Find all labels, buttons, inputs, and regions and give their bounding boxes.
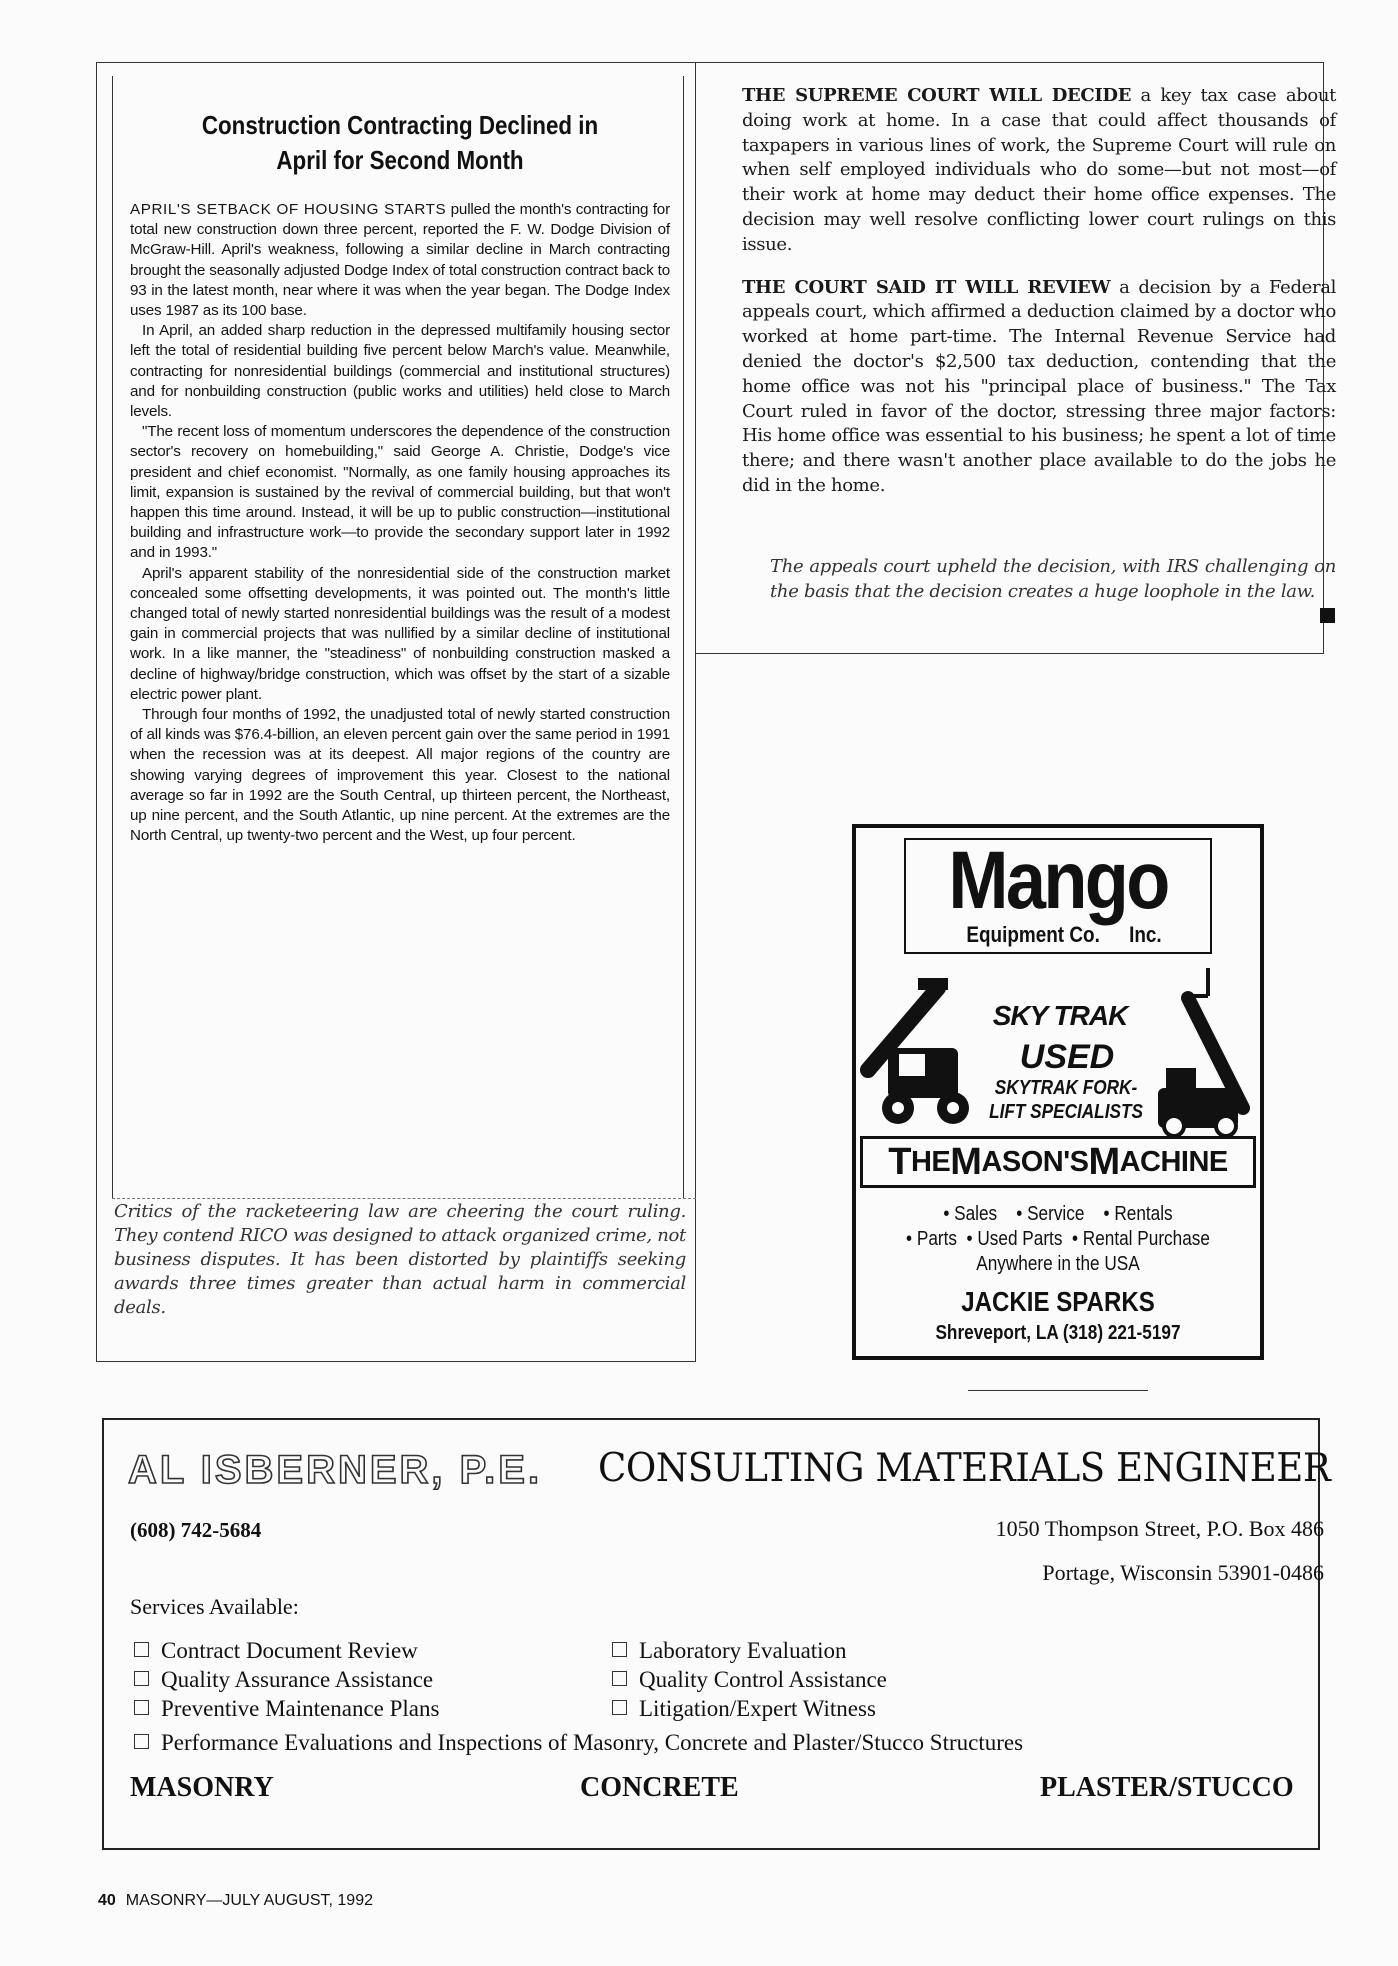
- field-concrete: CONCRETE: [580, 1772, 739, 1803]
- services-column-1: [134, 1636, 439, 1723]
- divider: [968, 1390, 1148, 1391]
- tax-italic-note: The appeals court upheld the decision, with IRS challenging on the basis that the decision creates a huge loophole in the law.: [770, 556, 1336, 602]
- checkbox-icon: [134, 1700, 149, 1715]
- skytrak-label: SKY TRAK: [992, 1000, 1128, 1031]
- services-column-2: [612, 1636, 887, 1723]
- end-of-article-mark: [1320, 608, 1335, 623]
- engineer-address-line1: 1050 Thompson Street, P.O. Box 486: [995, 1516, 1324, 1541]
- checkbox-icon: [612, 1700, 627, 1715]
- contact-name: JACKIE SPARKS: [961, 1286, 1155, 1317]
- service-item-wide: Performance Evaluations and Inspections of Masonry, Concrete and Plaster/Stucco Structures: [134, 1728, 1023, 1757]
- checkbox-icon: [134, 1671, 149, 1686]
- mango-subtitle: Equipment Co. Inc.: [966, 922, 1162, 947]
- engineer-address-line2: Portage, Wisconsin 53901-0486: [1042, 1560, 1324, 1585]
- forklift-right-icon: [1158, 968, 1243, 1136]
- forklift-left-icon: [868, 978, 969, 1124]
- tax-article-body: THE SUPREME COURT WILL DECIDE a key tax case about doing work at home. In a case that could affect thousands of taxpapers in various lines of work, the Supreme Court will rule on when self employed individuals who do some—but not most—of their work at home may deduct their home office expenses. The decision may well resolve conflicting lower court rulings on this issue. THE COURT SAID IT WILL REVIEW a decision by a Federal appeals court, which affirmed a deduction claimed by a doctor who worked at home part-time. The Internal Revenue Service had denied the doctor's $2,500 tax deduction, contending that the home office was not his "principal place of business." The Tax Court ruled in favor of the doctor, stressing three major factors: His home office was essential to his business; he spent a lot of time there; and there wasn't another place available to do the jobs he did in the home.: [742, 85, 1336, 496]
- publication-info: MASONRY—JULY AUGUST, 1992: [125, 1892, 373, 1909]
- checkbox-icon: [612, 1642, 627, 1657]
- service-item: Quality Control Assistance: [612, 1665, 887, 1694]
- contact-phone: Shreveport, LA (318) 221-5197: [935, 1322, 1181, 1344]
- engineer-phone: (608) 742-5684: [130, 1518, 262, 1542]
- mango-services: • Sales • Service • Rentals • Parts • Used Parts • Rental Purchase Anywhere in the USA: [906, 1203, 1210, 1275]
- masons-machine-tagline: T HE M ASON'S M ACHINE: [860, 1136, 1256, 1188]
- engineer-name: AL ISBERNER, P.E.: [128, 1448, 543, 1492]
- checkbox-icon: [612, 1671, 627, 1686]
- divider: [112, 1198, 696, 1199]
- field-masonry: MASONRY: [130, 1772, 274, 1803]
- used-label: USED: [1019, 1038, 1115, 1076]
- service-item: Litigation/Expert Witness: [612, 1694, 887, 1723]
- article-title: Construction Contracting Declined in April for Second Month: [201, 110, 599, 175]
- service-item: Contract Document Review: [134, 1636, 439, 1665]
- mango-brand: Mango: [948, 835, 1168, 926]
- service-item: Quality Assurance Assistance: [134, 1665, 439, 1694]
- rico-italic-note: Critics of the racketeering law are cheering the court ruling. They contend RICO was designed to attack organized crime, not business disputes. It has been distorted by plaintiffs seeking awards three times greater than actual harm in commercial deals.: [114, 1201, 686, 1318]
- checkbox-icon: [134, 1734, 149, 1749]
- article-body: APRIL'S SETBACK OF HOUSING STARTS pulled the month's contracting for total new construction down three percent, reported the F. W. Dodge Division of McGraw-Hill. April's weakness, following a similar decline in March contracting brought the seasonally adjusted Dodge Index of total construction contract back to 93 in the latest month, near where it was when the year began. The Dodge Index uses 1987 as its 100 base. In April, an added sharp reduction in the depressed multifamily housing sector left the total of residential building five percent below March's value. Meanwhile, contracting for nonresidential buildings (commercial and institutional structures) and for nonbuilding construction (public works and utilities) held close to March levels. "The recent loss of momentum underscores the dependence of the construction sector's recovery on homebuilding," said George A. Christie, Dodge's vice president and chief economist. "Normally, as one family housing approaches its limit, expansion is sustained by the revival of commercial building, but that won't happen this time around. Instead, it will be up to public construction—institutional building and infrastructure work—to provide the secondary support later in 1992 and in 1993." April's apparent stability of the nonresidential side of the construction market concealed some offsetting developments, it was pointed out. The month's little changed total of newly started nonresidential buildings was the result of a modest gain in commercial projects that was nullified by a similar decline of institutional work. In a like manner, the "steadiness" of nonbuilding construction masked a decline of highway/bridge construction, which was offset by the start of a sizable electric power plant. Through four months of 1992, the unadjusted total of newly started construction of all kinds was $76.4-billion, an eleven percent gain over the same period in 1991 when the recession was at its deepest. All major regions of the country are showing varying degrees of improvement this year. Closest to the national average so far in 1992 are the South Central, up thirteen percent, the Northeast, up nine percent, and the South Atlantic, up nine percent. At the extremes are the North Central, up twenty-two percent and the West, up four percent.: [130, 201, 671, 845]
- page-number: 40: [98, 1892, 116, 1909]
- checkbox-icon: [134, 1642, 149, 1657]
- field-plaster-stucco: PLASTER/STUCCO: [1040, 1772, 1294, 1803]
- service-item: Laboratory Evaluation: [612, 1636, 887, 1665]
- page-footer: [98, 1892, 373, 1910]
- service-item: Preventive Maintenance Plans: [134, 1694, 439, 1723]
- services-label: Services Available:: [130, 1594, 299, 1619]
- forklift-specialists: SKYTRAK FORK- LIFT SPECIALISTS: [989, 1077, 1143, 1123]
- engineer-title: CONSULTING MATERIALS ENGINEER: [598, 1446, 1331, 1491]
